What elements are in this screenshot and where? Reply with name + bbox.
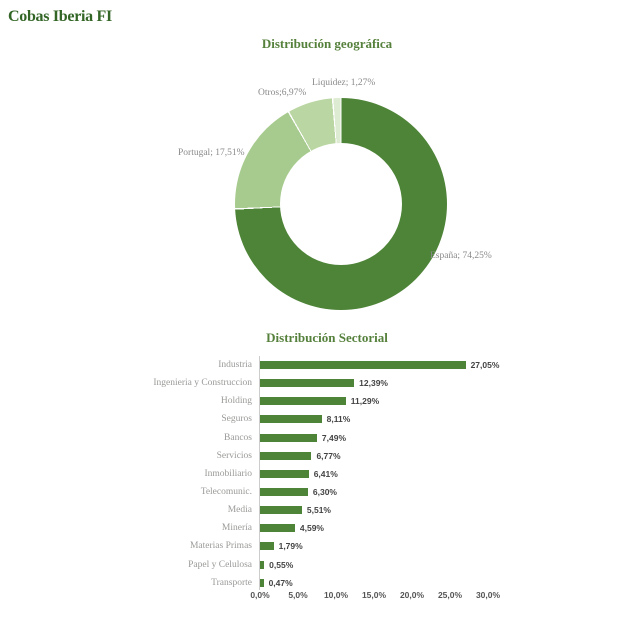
bar-category-label: Telecomunic. bbox=[200, 487, 252, 498]
bar-row bbox=[150, 429, 625, 447]
bar-track bbox=[260, 519, 625, 537]
bar bbox=[260, 379, 354, 387]
bar-category-label: Servicios bbox=[216, 450, 252, 461]
bar bbox=[260, 452, 311, 460]
bar-category-label: Ingenieria y Construccion bbox=[153, 378, 252, 389]
bar-track bbox=[260, 410, 625, 428]
donut-slice-label: Liquidez; 1,27% bbox=[312, 78, 376, 88]
bar-value-label: 6,41% bbox=[313, 468, 338, 479]
bar-row bbox=[150, 356, 625, 374]
x-axis-tick-label: 30,0% bbox=[475, 590, 501, 600]
bar bbox=[260, 470, 309, 478]
bar-value-label: 12,39% bbox=[359, 378, 388, 389]
bar-value-label: 5,51% bbox=[306, 505, 331, 516]
bar-value-label: 0,55% bbox=[269, 559, 294, 570]
donut-slice-label: España; 74,25% bbox=[430, 251, 492, 261]
x-axis-tick-label: 0,0% bbox=[250, 590, 270, 600]
sector-chart-title: Distribución Sectorial bbox=[266, 330, 388, 345]
page-title: Cobas Iberia FI bbox=[8, 8, 112, 25]
bar-category-label: Materias Primas bbox=[189, 541, 252, 552]
donut-hole bbox=[280, 143, 402, 265]
sector-bar-chart bbox=[150, 356, 625, 592]
bar bbox=[260, 434, 317, 442]
bar-track bbox=[260, 392, 625, 410]
bar-row bbox=[150, 483, 625, 501]
bar-track bbox=[260, 356, 625, 374]
bar bbox=[260, 542, 274, 550]
bar-track bbox=[260, 501, 625, 519]
bar-row bbox=[150, 410, 625, 428]
x-axis-tick-label: 5,0% bbox=[288, 590, 308, 600]
bar-track bbox=[260, 447, 625, 465]
bar-value-label: 1,79% bbox=[278, 541, 303, 552]
x-axis-tick-label: 25,0% bbox=[437, 590, 463, 600]
bar-track bbox=[260, 429, 625, 447]
bar-row bbox=[150, 537, 625, 555]
bar-value-label: 6,77% bbox=[316, 450, 341, 461]
bar-value-label: 7,49% bbox=[321, 432, 347, 443]
bar-row bbox=[150, 447, 625, 465]
bar-value-label: 8,11% bbox=[326, 414, 351, 425]
bar-value-label: 0,47% bbox=[268, 577, 293, 588]
bar-category-label: Inmobiliario bbox=[204, 468, 252, 479]
bar-track bbox=[260, 537, 625, 555]
bar-value-label: 11,29% bbox=[350, 396, 380, 407]
bar-track bbox=[260, 374, 625, 392]
x-axis-tick-label: 20,0% bbox=[399, 590, 425, 600]
bar-category-label: Papel y Celulosa bbox=[188, 559, 252, 570]
bar-track bbox=[260, 483, 625, 501]
bar bbox=[260, 561, 264, 569]
bar bbox=[260, 361, 466, 369]
bar-chart-x-axis bbox=[0, 590, 632, 604]
bar-track bbox=[260, 556, 625, 574]
bar bbox=[260, 506, 302, 514]
bar-value-label: 6,30% bbox=[312, 487, 337, 498]
x-axis-tick-label: 15,0% bbox=[361, 590, 387, 600]
bar bbox=[260, 397, 346, 405]
bar-category-label: Holding bbox=[220, 396, 252, 407]
bar-category-label: Media bbox=[227, 505, 252, 516]
donut-slice-label: Otros;6,97% bbox=[258, 88, 307, 98]
bar-category-label: Transporte bbox=[211, 577, 252, 588]
bar-category-label: Minería bbox=[221, 523, 252, 534]
bar bbox=[260, 579, 264, 587]
bar-row bbox=[150, 392, 625, 410]
bar-category-label: Industria bbox=[218, 360, 252, 371]
bar-row bbox=[150, 556, 625, 574]
geographic-chart-title: Distribución geográfica bbox=[261, 36, 393, 51]
x-axis-tick-label: 10,0% bbox=[323, 590, 349, 600]
bar-category-label: Bancos bbox=[224, 432, 252, 443]
bar bbox=[260, 488, 308, 496]
bar-category-label: Seguros bbox=[221, 414, 252, 425]
bar-row bbox=[150, 374, 625, 392]
donut-slice-label: Portugal; 17,51% bbox=[178, 148, 245, 158]
bar-track bbox=[260, 465, 625, 483]
bar-row bbox=[150, 519, 625, 537]
bar-row bbox=[150, 501, 625, 519]
bar-value-label: 4,59% bbox=[299, 523, 324, 534]
bar-row bbox=[150, 465, 625, 483]
bar-value-label: 27,05% bbox=[470, 360, 500, 371]
bar bbox=[260, 415, 322, 423]
bar bbox=[260, 524, 295, 532]
